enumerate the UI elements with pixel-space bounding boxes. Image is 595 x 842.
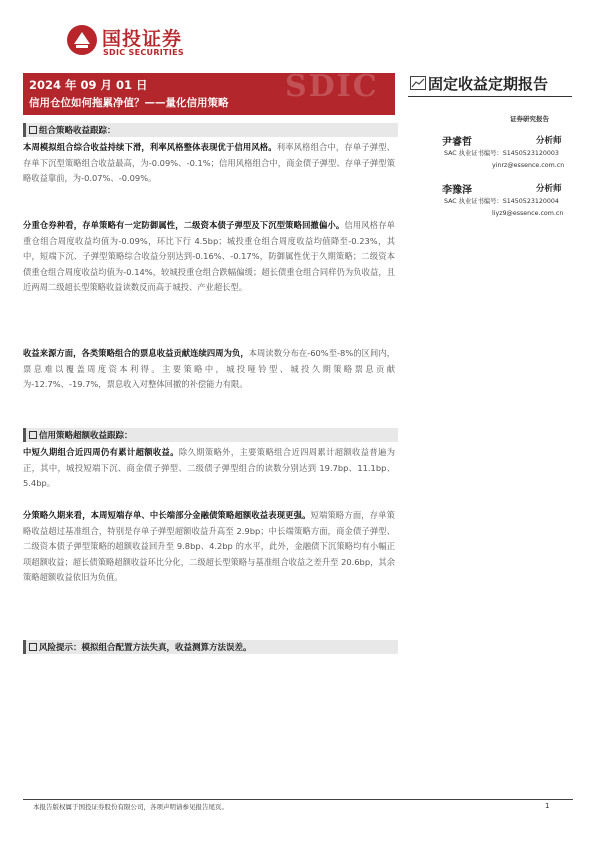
analyst-role: 分析师: [536, 184, 562, 194]
section-heading-text: 信用策略超额收益跟踪：: [39, 431, 133, 441]
analyst-cert: SAC 执业证书编号：S1450523120004: [444, 198, 559, 205]
paragraph-lead: 分重仓券种看，存单策略有一定防御属性，二级资本债子弹型及下沉型策略回撤偏小。: [23, 220, 345, 230]
analyst-name: 李豫泽: [442, 185, 472, 196]
paragraph: [23, 445, 395, 492]
paragraph-lead: 收益来源方面，各类策略组合的票息收益贡献连续四周为负，: [23, 348, 249, 358]
logo-name-cn: 国投证券: [102, 28, 183, 50]
square-bullet-icon: [29, 643, 37, 651]
report-type-divider: [408, 96, 572, 97]
square-bullet-icon: [29, 126, 37, 134]
report-category: 证券研究报告: [510, 115, 549, 123]
risk-warning: [23, 640, 398, 654]
paragraph-body: 本周读数分布在-60%至-8%的区间内，票息难以覆盖周度资本利得。主要策略中，城投哑铃型、城投久期策略票息贡献为-12.7%、-19.7%，票息收入对整体回撤的补偿能力有限。: [23, 348, 395, 390]
logo-name-en: SDIC SECURITIES: [103, 48, 184, 57]
paragraph-body: 除久期策略外，主要策略组合近四周累计超额收益普遍为正，其中，城投短端下沉、商金债子弹型、二级债子弹型组合的读数分别达到 19.7bp、11.1bp、5.4bp。: [23, 447, 395, 489]
chart-icon: [410, 76, 426, 90]
paragraph-lead: 本周模拟组合综合收益持续下滑，利率风格整体表现优于信用风格。: [23, 142, 277, 152]
banner-watermark: SDIC: [285, 73, 379, 104]
analyst-email[interactable]: yinrz@essence.com.cn: [492, 162, 565, 169]
section-heading: [23, 123, 398, 137]
page-number: 1: [545, 802, 550, 810]
logo-mark-icon: [66, 24, 98, 56]
analyst-email[interactable]: liyz9@essence.com.cn: [492, 210, 564, 217]
paragraph: [23, 346, 395, 393]
analyst-name: 尹睿哲: [442, 137, 472, 148]
analyst-role: 分析师: [536, 136, 562, 146]
analyst-cert: SAC 执业证书编号：S1450523120003: [444, 150, 559, 157]
paragraph: [23, 508, 395, 586]
section-heading: [23, 428, 398, 442]
analyst-card: [408, 181, 572, 221]
title-banner: [23, 73, 395, 115]
risk-warning-text: 风险提示：模拟组合配置方法失真，收益测算方法误差。: [39, 643, 252, 653]
report-type-header: [408, 73, 572, 95]
paragraph-body: 利率风格组合中，存单子弹型、存单下沉型策略组合收益最高，为-0.09%、-0.1%；信用风格组合中，商金债子弹型、存单子弹型策略收益靠前，为-0.07%、-0.09%。: [23, 142, 395, 184]
paragraph: [23, 140, 395, 187]
paragraph-lead: 分策略久期来看，本周短端存单、中长端部分金融债策略超额收益表现更强。: [23, 510, 311, 520]
company-logo: [66, 22, 266, 62]
report-date: 2024 年 09 月 01 日: [29, 78, 148, 92]
paragraph-body: 短端策略方面，存单策略收益超过基准组合，特别是存单子弹型超额收益升高至 2.9bp；中长端策略方面，商金债子弹型、二级资本债子弹型策略的超额收益回升至 9.8bp、4.2bp 的水平，此外，金融债下沉策略均有小幅正项超额收益；超长债策略超额收益环比分化，二级超长型策略与基准组合收益之差升至 20.6bp，其余策略超额收益依旧为负值。: [23, 510, 395, 583]
paragraph-body: 信用风格存单重仓组合周度收益均值为-0.09%，环比下行 4.5bp；城投重仓组合周度收益均值降至-0.23%，其中，短端下沉、子弹型策略综合收益分别达到-0.16%、-0.17%，防御属性优于久期策略；二级资本债重仓组合周度收益均值为-0.14%，较城投重仓组合跌幅偏缓；超长债重仓组合同样仍为负收益，且近两周二级超长型策略收益读数反而高于城投、产业超长型。: [23, 220, 395, 293]
square-bullet-icon: [29, 431, 37, 439]
section-heading-text: 组合策略收益跟踪：: [39, 126, 116, 136]
report-type-title: 固定收益定期报告: [428, 75, 549, 93]
footer-disclaimer: 本报告版权属于国投证券股份有限公司，各项声明请参见报告尾页。: [33, 803, 228, 811]
report-subtitle: 信用仓位如何拖累净值？——量化信用策略: [29, 97, 229, 109]
footer-divider: [23, 799, 573, 800]
paragraph: [23, 218, 395, 296]
paragraph-lead: 中短久期组合近四周仍有累计超额收益。: [23, 447, 179, 457]
analyst-card: [408, 133, 572, 173]
